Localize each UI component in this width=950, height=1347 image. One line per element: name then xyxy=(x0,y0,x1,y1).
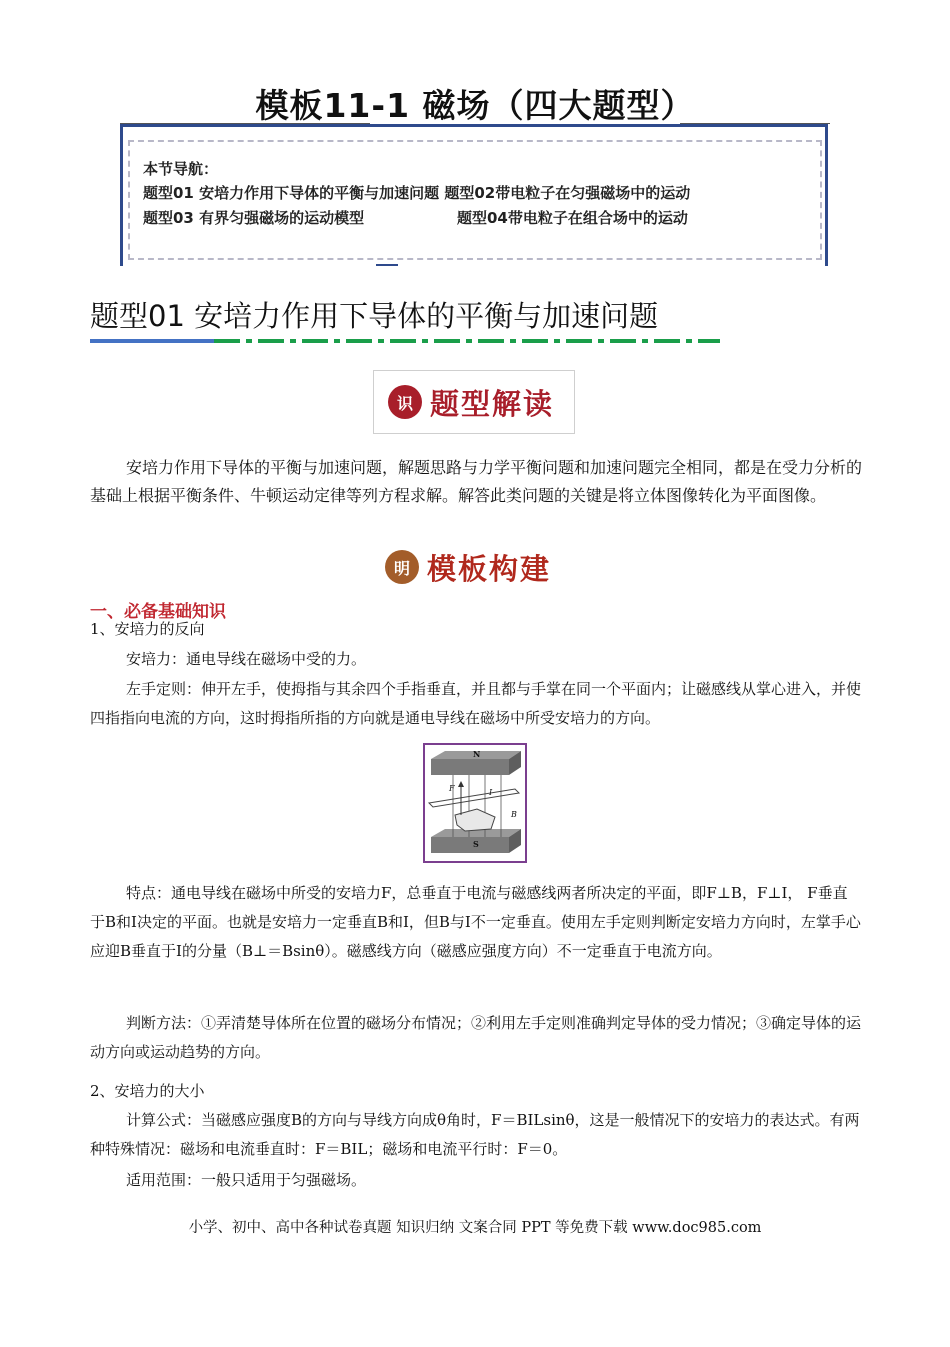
badge-template-construction xyxy=(385,544,575,590)
section-underline-green xyxy=(214,339,720,343)
navigation-heading: 本节导航： xyxy=(143,160,219,178)
item-2: 2、安培力的大小 xyxy=(90,1082,205,1100)
force-label: F xyxy=(449,784,455,793)
heading-basic-knowledge: 一、必备基础知识 xyxy=(90,602,226,622)
page-footer: 小学、初中、高中各种试卷真题 知识归纳 文案合同 PPT 等免费下载 www.doc985.com xyxy=(188,1220,762,1236)
left-hand-rule-figure xyxy=(423,743,527,863)
navigation-line-2a: 题型03 有界匀强磁场的运动模型 xyxy=(143,209,365,227)
section-title: 题型01 安培力作用下导体的平衡与加速问题 xyxy=(90,299,659,333)
south-pole-label: S xyxy=(473,839,479,849)
badge-question-interpretation xyxy=(373,370,575,434)
method-paragraph: 判断方法：①弄清楚导体所在位置的磁场分布情况；②利用左手定则准确判定导体的受力情况；③确定导体的运动方向或运动趋势的方向。 xyxy=(90,1014,862,1061)
field-label: B xyxy=(511,810,517,819)
navigation-line-2b: 题型04带电粒子在组合场中的运动 xyxy=(457,209,688,227)
left-hand-rule-paragraph: 左手定则：伸开左手，使拇指与其余四个手指垂直，并且都与手掌在同一个平面内；让磁感线从掌心进入，并使四指指向电流的方向，这时拇指所指的方向就是通电导线在磁场中所受安培力的方向。 xyxy=(90,680,862,727)
badge-text: 模板构建 xyxy=(427,551,552,586)
intro-paragraph: 安培力作用下导体的平衡与加速问题，解题思路与力学平衡问题和加速问题完全相同，都是在受力分析的基础上根据平衡条件、牛顿运动定律等列方程求解。解答此类问题的关键是将立体图像转化为平面图像。 xyxy=(90,458,863,505)
badge-circle: 识 xyxy=(388,385,422,419)
formula-paragraph: 计算公式：当磁感应强度B的方向与导线方向成θ角时，F＝BILsinθ，这是一般情况下的安培力的表达式。有两种特殊情况：磁场和电流垂直时：F＝BIL；磁场和电流平行时：F＝0。 xyxy=(90,1111,860,1158)
navigation-line-1: 题型01 安培力作用下导体的平衡与加速问题 题型02带电粒子在匀强磁场中的运动 xyxy=(143,184,691,202)
feature-paragraph: 特点：通电导线在磁场中所受的安培力F，总垂直于电流与磁感线两者所决定的平面，即F⊥B，F⊥I， F垂直于B和I决定的平面。也就是安培力一定垂直B和I，但B与I不一定垂直。使用左手定则判断定安培力方向时，左掌手心应迎B垂直于I的分量（B⊥＝Bsinθ）。磁感线方向（磁感应强度方向）不一定垂直于电流方向。 xyxy=(90,884,861,960)
definition-paragraph: 安培力：通电导线在磁场中受的力。 xyxy=(126,650,367,668)
badge-circle: 明 xyxy=(385,550,419,584)
north-pole-label: N xyxy=(473,749,481,759)
scope-paragraph: 适用范围：一般只适用于匀强磁场。 xyxy=(126,1171,367,1189)
badge-text: 题型解读 xyxy=(430,386,555,421)
magnet-hand-illustration xyxy=(425,745,525,861)
current-label: I xyxy=(489,788,493,797)
page-title: 模板11-1 磁场（四大题型） xyxy=(255,86,695,125)
navigation-tick xyxy=(376,264,398,266)
section-underline-blue xyxy=(90,339,214,343)
item-1: 1、安培力的反向 xyxy=(90,620,205,638)
